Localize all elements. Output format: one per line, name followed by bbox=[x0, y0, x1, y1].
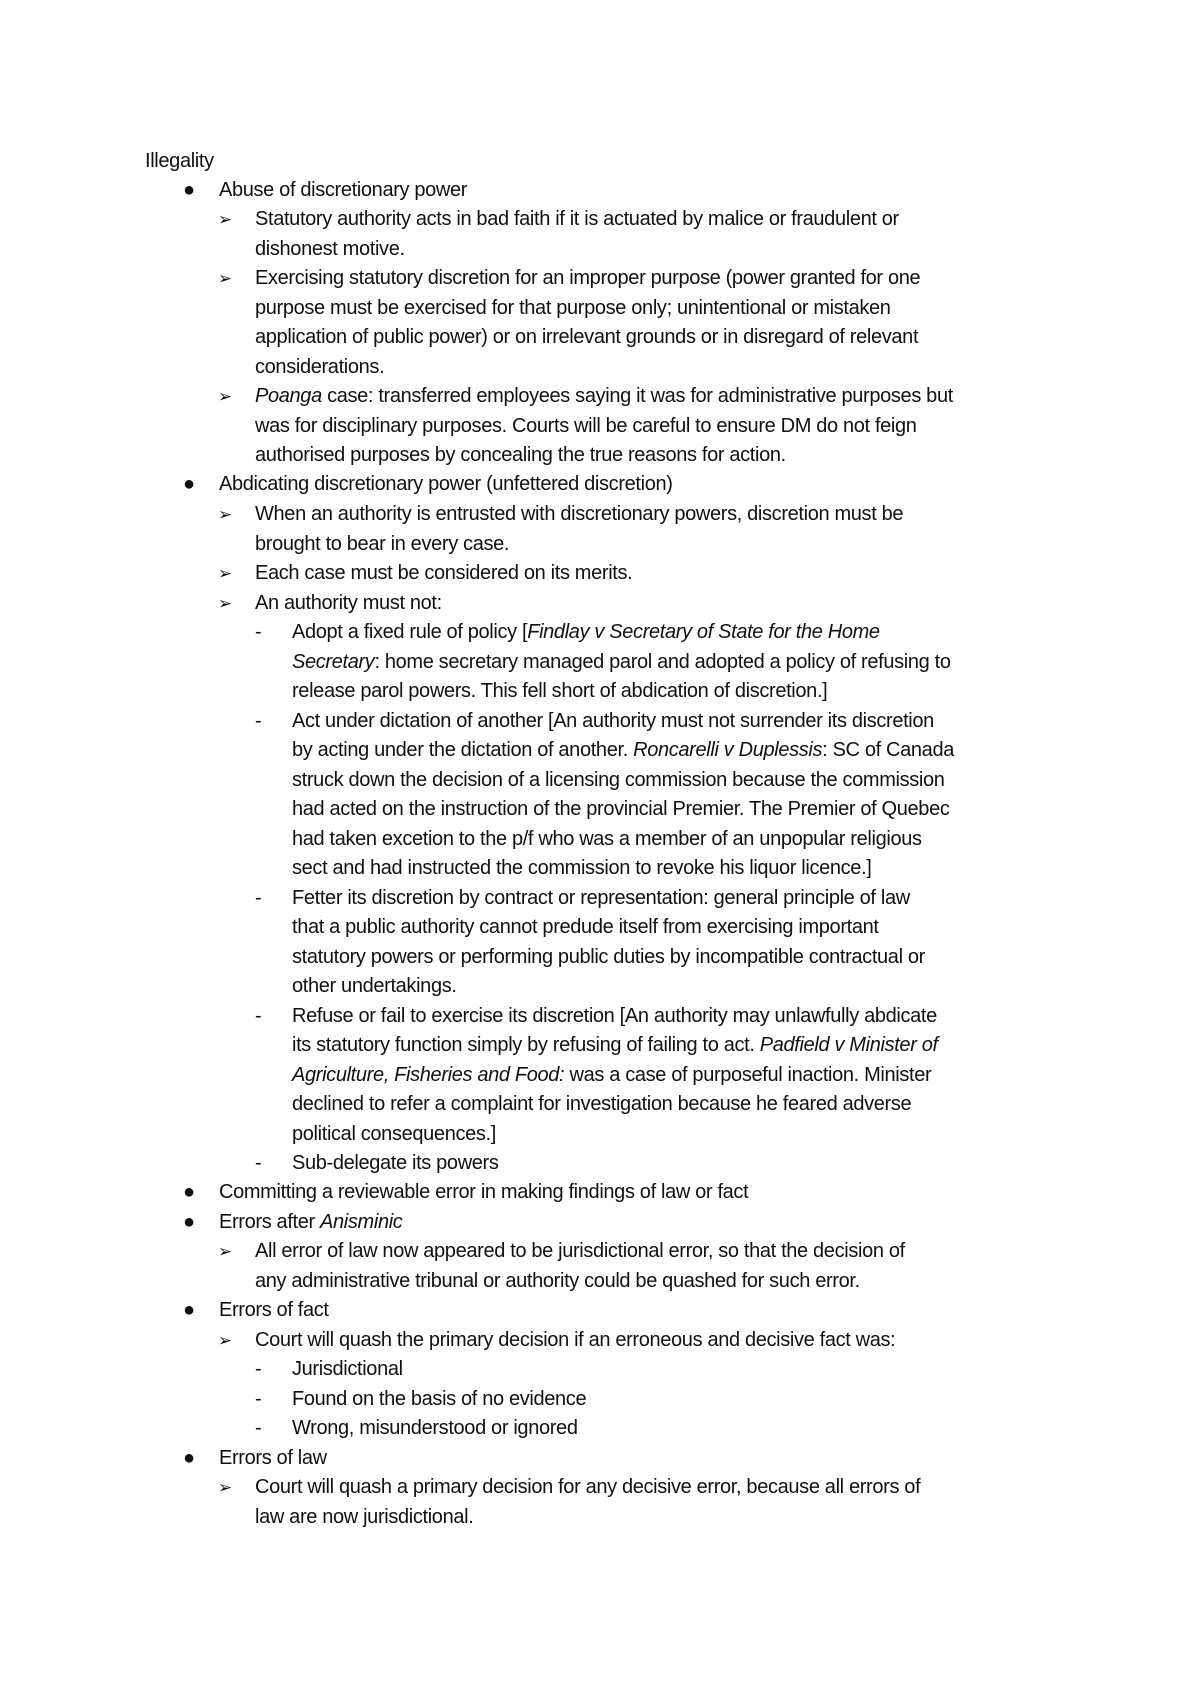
section-heading-abdicating: Abdicating discretionary power (unfettered discretion) bbox=[219, 473, 673, 495]
text-line: Jurisdictional bbox=[292, 1358, 403, 1380]
text-line: Wrong, misunderstood or ignored bbox=[292, 1417, 578, 1439]
text-span: case: transferred employees saying it was for administrative purposes but bbox=[321, 385, 953, 407]
dash-bullet-icon: - bbox=[255, 621, 262, 643]
arrow-bullet-icon: ➢ bbox=[218, 564, 233, 583]
arrow-bullet-icon: ➢ bbox=[218, 269, 233, 288]
case-name: Anisminic bbox=[320, 1210, 403, 1233]
case-name: Padfield v Minister of bbox=[759, 1034, 938, 1056]
bullet-icon: ● bbox=[183, 1181, 196, 1203]
text-line: All error of law now appeared to be jurisdictional error, so that the decision of bbox=[255, 1240, 905, 1262]
text-line: had taken excetion to the p/f who was a member of an unpopular religious bbox=[292, 827, 922, 850]
case-name: Agriculture, Fisheries and Food: bbox=[292, 1063, 565, 1086]
text-line: other undertakings. bbox=[292, 975, 457, 997]
text-line: Court will quash the primary decision if an erroneous and decisive fact was: bbox=[255, 1328, 896, 1351]
bullet-icon: ● bbox=[183, 1299, 196, 1321]
bullet-icon: ● bbox=[183, 1446, 196, 1469]
text-line: Refuse or fail to exercise its discretion [An authority may unlawfully abdicate bbox=[292, 1004, 937, 1027]
dash-bullet-icon: - bbox=[255, 1004, 262, 1027]
text-span: was a case of purposeful inaction. Minister bbox=[564, 1063, 932, 1086]
text-line bbox=[292, 1061, 931, 1091]
text-line bbox=[292, 648, 951, 678]
text-line: was for disciplinary purposes. Courts will be careful to ensure DM do not feign bbox=[255, 414, 917, 437]
arrow-bullet-icon: ➢ bbox=[218, 1242, 233, 1261]
text-line bbox=[255, 382, 953, 412]
text-line: An authority must not: bbox=[255, 591, 442, 614]
text-span: Adopt a fixed rule of policy [ bbox=[292, 621, 528, 643]
text-line: law are now jurisdictional. bbox=[255, 1505, 474, 1528]
arrow-bullet-icon: ➢ bbox=[218, 387, 233, 406]
text-line: had acted on the instruction of the provincial Premier. The Premier of Quebec bbox=[292, 798, 950, 820]
text-line: Statutory authority acts in bad faith if it is actuated by malice or fraudulent or bbox=[255, 208, 899, 230]
text-line: release parol powers. This fell short of abdication of discretion.] bbox=[292, 680, 828, 702]
text-line: declined to refer a complaint for investigation because he feared adverse bbox=[292, 1093, 912, 1115]
text-line bbox=[292, 618, 880, 648]
text-span: : home secretary managed parol and adopted a policy of refusing to bbox=[374, 650, 951, 673]
text-line bbox=[292, 736, 954, 766]
text-line: Act under dictation of another [An authority must not surrender its discretion bbox=[292, 709, 934, 732]
case-name: Roncarelli v Duplessis bbox=[633, 739, 823, 761]
text-line bbox=[292, 1031, 938, 1061]
page-title: Illegality bbox=[145, 150, 214, 172]
text-line: brought to bear in every case. bbox=[255, 532, 510, 555]
arrow-bullet-icon: ➢ bbox=[218, 210, 233, 229]
text-line: considerations. bbox=[255, 355, 385, 378]
text-span: by acting under the dictation of another. bbox=[292, 739, 634, 761]
text-line: Fetter its discretion by contract or representation: general principle of law bbox=[292, 886, 910, 909]
text-span: its statutory function simply by refusing of failing to act. bbox=[292, 1034, 760, 1056]
section-heading-law: Errors of law bbox=[219, 1446, 327, 1469]
text-line: statutory powers or performing public duties by incompatible contractual or bbox=[292, 945, 925, 968]
case-name: Secretary bbox=[292, 650, 375, 673]
text-line: Exercising statutory discretion for an improper purpose (power granted for one bbox=[255, 267, 921, 289]
dash-bullet-icon: - bbox=[255, 709, 262, 732]
section-heading-anisminic bbox=[219, 1208, 402, 1238]
section-heading-abuse: Abuse of discretionary power bbox=[219, 179, 468, 201]
text-line: Found on the basis of no evidence bbox=[292, 1387, 587, 1410]
text-span: Errors after bbox=[219, 1210, 321, 1233]
text-line: Each case must be considered on its merits. bbox=[255, 562, 633, 584]
dash-bullet-icon: - bbox=[255, 1358, 262, 1380]
text-line: purpose must be exercised for that purpose only; unintentional or mistaken bbox=[255, 296, 891, 319]
text-line: Sub-delegate its powers bbox=[292, 1152, 499, 1174]
text-line: struck down the decision of a licensing commission because the commission bbox=[292, 768, 945, 791]
section-heading-fact: Errors of fact bbox=[219, 1299, 329, 1321]
case-name: Poanga bbox=[255, 385, 322, 407]
text-line: application of public power) or on irrelevant grounds or in disregard of relevant bbox=[255, 326, 919, 348]
bullet-icon: ● bbox=[183, 473, 196, 495]
arrow-bullet-icon: ➢ bbox=[218, 1330, 233, 1350]
arrow-bullet-icon: ➢ bbox=[218, 505, 233, 524]
text-line: When an authority is entrusted with discretionary powers, discretion must be bbox=[255, 503, 904, 525]
text-line: that a public authority cannot predude itself from exercising important bbox=[292, 916, 879, 938]
text-line: any administrative tribunal or authority could be quashed for such error. bbox=[255, 1269, 860, 1292]
bullet-icon: ● bbox=[183, 179, 196, 201]
arrow-bullet-icon: ➢ bbox=[218, 1478, 233, 1497]
case-name: Findlay v Secretary of State for the Home bbox=[527, 621, 880, 643]
text-span: : SC of Canada bbox=[822, 739, 955, 761]
arrow-bullet-icon: ➢ bbox=[218, 593, 233, 613]
dash-bullet-icon: - bbox=[255, 886, 262, 909]
dash-bullet-icon: - bbox=[255, 1152, 262, 1174]
text-line: dishonest motive. bbox=[255, 237, 405, 260]
text-line: authorised purposes by concealing the true reasons for action. bbox=[255, 444, 786, 466]
section-heading-reviewable: Committing a reviewable error in making findings of law or fact bbox=[219, 1181, 749, 1203]
dash-bullet-icon: - bbox=[255, 1387, 262, 1410]
text-line: sect and had instructed the commission to revoke his liquor licence.] bbox=[292, 857, 872, 879]
bullet-icon: ● bbox=[183, 1210, 196, 1233]
text-line: Court will quash a primary decision for any decisive error, because all errors of bbox=[255, 1476, 921, 1498]
dash-bullet-icon: - bbox=[255, 1417, 262, 1439]
text-line: political consequences.] bbox=[292, 1122, 496, 1145]
